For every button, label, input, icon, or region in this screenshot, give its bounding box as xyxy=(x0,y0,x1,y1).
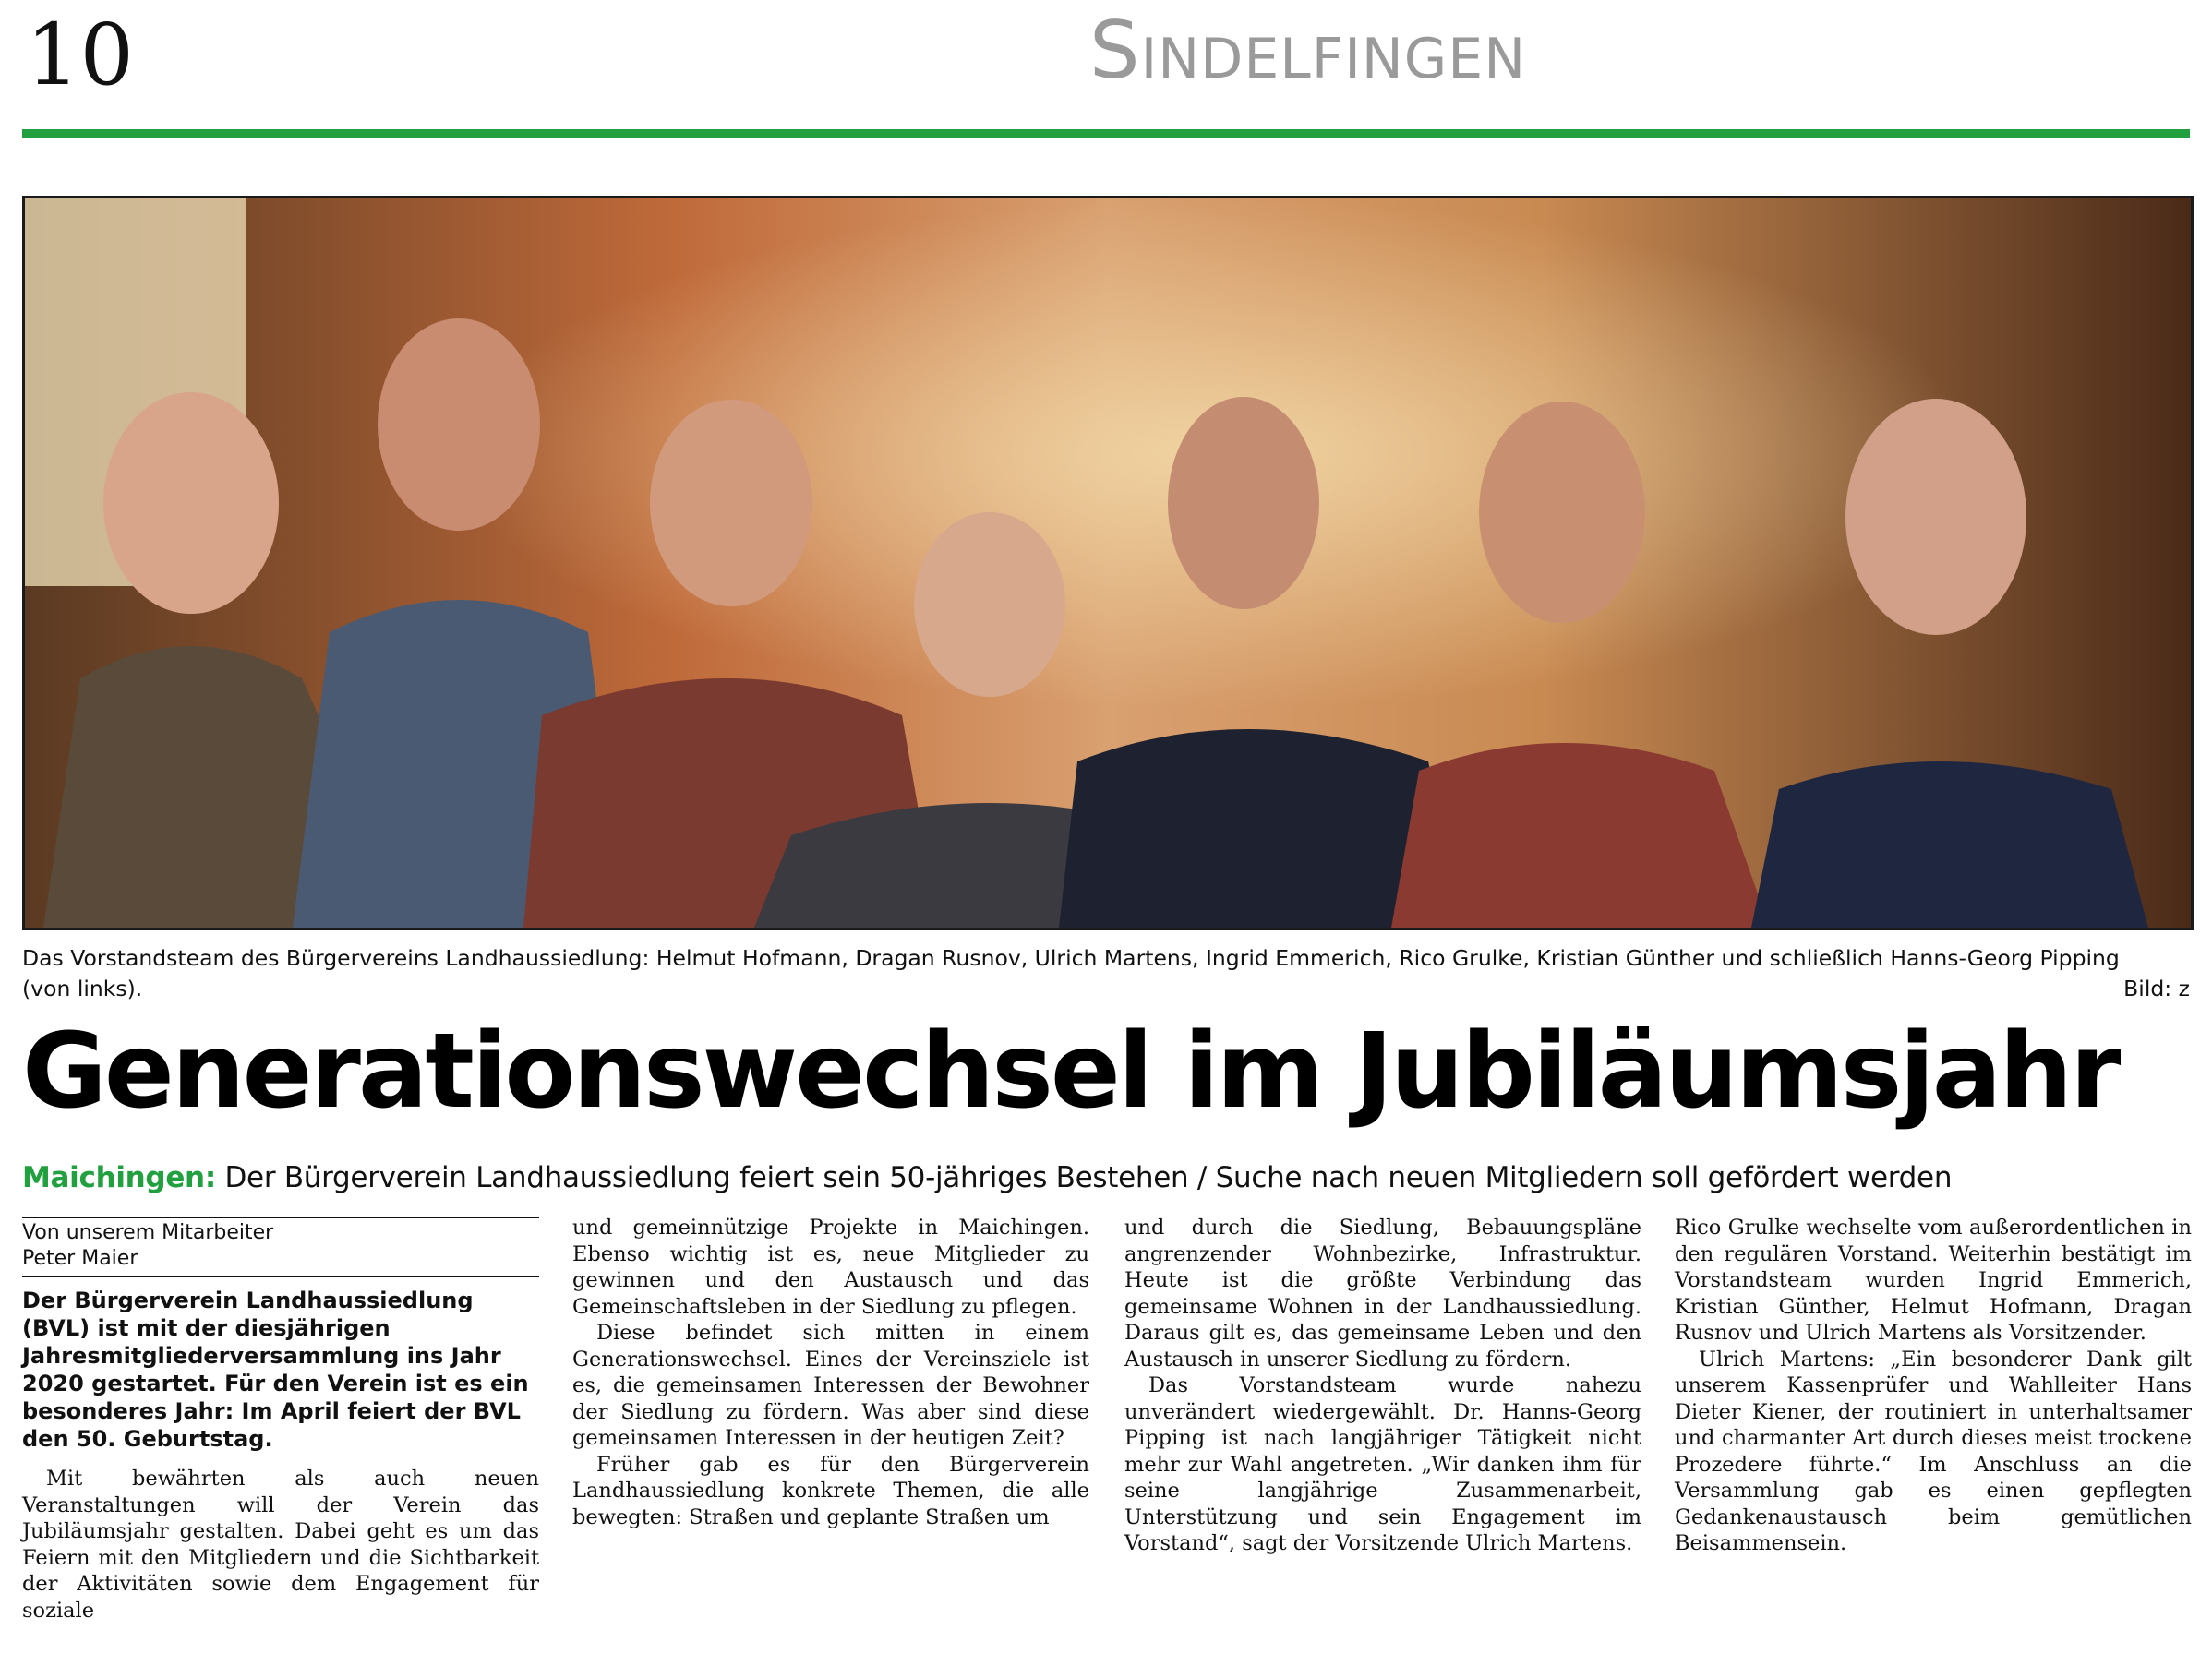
paragraph: und durch die Siedlung, Bebauungspläne angrenzender Wohnbezirke, Infrastruktur. Heute ist die größte Verbindung das gemeinsame Wohnen in der Landhaussiedlung. Daraus gilt es, das gemeinsame Leben und den Austausch in unserer Siedlung zu fördern. xyxy=(1124,1216,1641,1372)
lead-paragraph: Der Bürgerverein Landhaussiedlung (BVL) ist mit der diesjährigen Jahresmitgliederversammlung ins Jahr 2020 gestartet. Für den Verein ist es ein besonderes Jahr: Im April feiert der BVL den 50. Geburtstag. xyxy=(22,1288,529,1452)
paragraph: Früher gab es für den Bürgerverein Landhaussiedlung konkrete Themen, die alle bewegten: Straßen und geplante Straßen um xyxy=(572,1452,1089,1529)
page-number: 10 xyxy=(26,6,135,104)
photo-credit: Bild: z xyxy=(2123,976,2190,1001)
byline-author: Peter Maier xyxy=(22,1247,138,1270)
group-photo xyxy=(22,196,2194,930)
paragraph: Mit bewährten als auch neuen Veranstaltungen will der Verein das Jubiläumsjahr gestalten. Dabei geht es um das Feiern mit den Mitgliedern und die Sichtbarkeit der Aktivitäten sowie dem Engagement für soziale xyxy=(22,1467,539,1623)
photo-caption xyxy=(22,943,2194,1004)
article-column-2 xyxy=(572,1215,1089,1530)
article-headline: Generationswechsel im Jubiläumsjahr xyxy=(22,1012,2119,1132)
article-subheadline xyxy=(22,1159,1952,1196)
paragraph: und gemeinnützige Projekte in Maichingen. Ebenso wichtig ist es, neue Mitglieder zu gewinnen und den Austausch und das Gemeinschaftsleben in der Siedlung zu pflegen. xyxy=(572,1216,1089,1319)
byline xyxy=(22,1217,539,1277)
paragraph: Ulrich Martens: „Ein besonderer Dank gilt unserem Kassenprüfer und Wahlleiter Hans Dieter Kiener, der routiniert in unterhaltsamer und charmanter Art durch dieses meist trockene Prozedere führte.“ Im Anschluss an die Versammlung gab es einen gepflegten Gedankenaustausch beim gemütlichen Beisammensein. xyxy=(1675,1347,2192,1555)
paragraph: Diese befindet sich mitten in einem Generationswechsel. Eines der Vereinsziele ist es, die gemeinsamen Interessen der Bewohner der Siedlung zu fördern. Was aber sind diese gemeinsamen Interessen in der heutigen Zeit? xyxy=(572,1321,1089,1450)
article-column-3 xyxy=(1124,1215,1641,1557)
byline-role: Von unserem Mitarbeiter xyxy=(22,1221,274,1244)
article-column-4 xyxy=(1675,1215,2192,1557)
paragraph: Das Vorstandsteam wurde nahezu unverändert wiedergewählt. Dr. Hanns-Georg Pipping ist nach langjähriger Tätigkeit nicht mehr zur Wahl angetreten. „Wir danken ihm für seine langjährige Zusammenarbeit, Unterstützung und sein Engagement im Vorstand“, sagt der Vorsitzende Ulrich Martens. xyxy=(1124,1373,1641,1555)
header-rule xyxy=(22,129,2190,138)
subheadline-text: Der Bürgerverein Landhaussiedlung feiert sein 50-jähriges Bestehen / Suche nach neuen Mitgliedern soll gefördert werden xyxy=(224,1161,1953,1194)
caption-line-2: (von links). xyxy=(22,976,143,1001)
paragraph: Rico Grulke wechselte vom außerordentlichen in den regulären Vorstand. Weiterhin bestätigt im Vorstandsteam wurden Ingrid Emmerich, Kristian Günther, Helmut Hofmann, Dragan Rusnov und Ulrich Martens als Vorsitzender. xyxy=(1675,1216,2192,1345)
caption-line-1: Das Vorstandsteam des Bürgervereins Landhaussiedlung: Helmut Hofmann, Dragan Rusnov, Ulrich Martens, Ingrid Emmerich, Rico Grulke, Kristian Günther und schließlich Hanns-Georg Pipping xyxy=(22,945,2120,971)
kicker-location: Maichingen: xyxy=(22,1161,216,1194)
section-title: Sindelfingen xyxy=(1089,5,1527,97)
article-column-1 xyxy=(22,1217,539,1624)
